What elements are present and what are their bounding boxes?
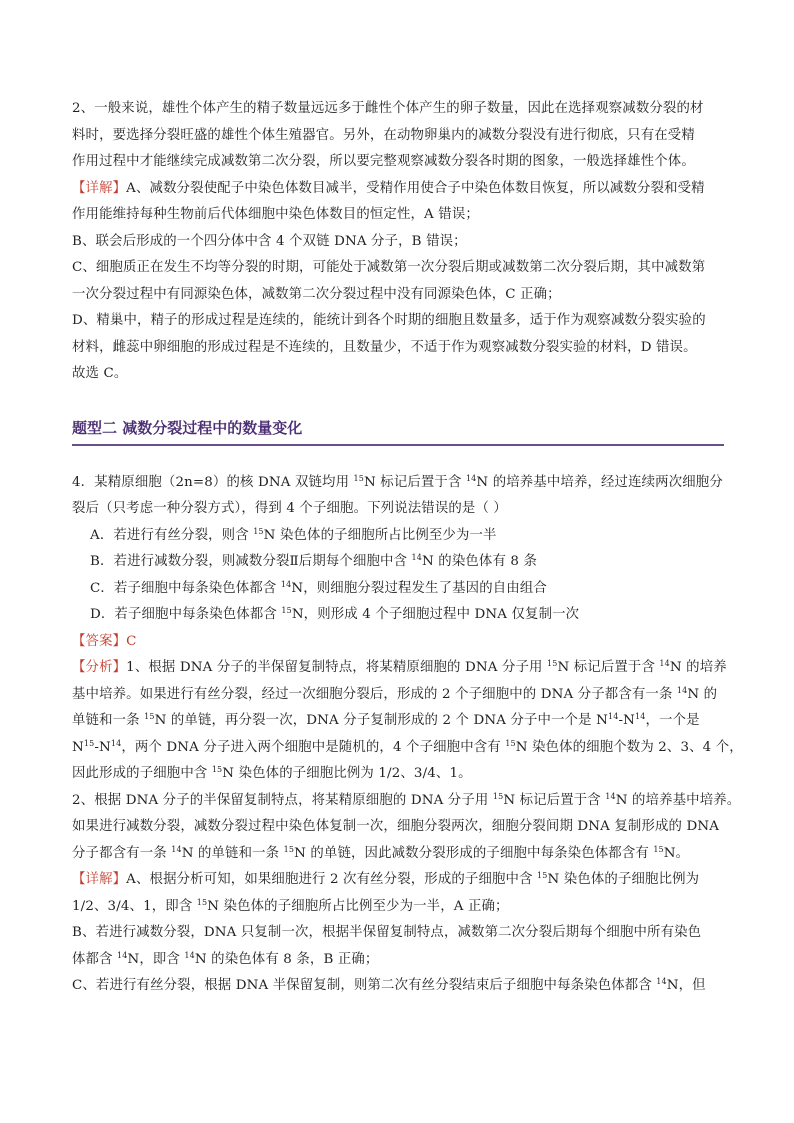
option-d: D．若子细胞中每条染色体都含 $^{15}$N，则形成 4 个子细胞过程中 DNA 仅复制一次 bbox=[90, 606, 580, 622]
detail-line: B、若进行减数分裂，DNA 只复制一次，根据半保留复制特点，减数第二次分裂后期每个细胞中所有染色 bbox=[72, 925, 702, 940]
analysis-tag: 【分析】 bbox=[72, 660, 127, 675]
analysis-line: 如果进行减数分裂，减数分裂过程中染色体复制一次，细胞分裂两次，细胞分裂间期 DNA 复制形成的 DNA bbox=[72, 819, 720, 834]
detail-line: C、细胞质正在发生不均等分裂的时期，可能处于减数第一次分裂后期或减数第二次分裂后期，其中减数第 bbox=[72, 260, 706, 275]
analysis-line: 基中培养。如果进行有丝分裂，经过一次细胞分裂后，形成的 2 个子细胞中的 DNA 分子都含有一条 $^{14}$N 的 bbox=[72, 685, 718, 702]
option-b: B．若进行减数分裂，则减数分裂Ⅱ后期每个细胞中含 $^{14}$N 的染色体有 8 条 bbox=[90, 553, 538, 569]
option-a: A．若进行有丝分裂，则含 $^{15}$N 染色体的子细胞所占比例至少为一半 bbox=[90, 526, 497, 543]
option-c: C．若子细胞中每条染色体都含 $^{14}$N，则细胞分裂过程发生了基因的自由组合 bbox=[90, 579, 547, 596]
analysis-line: 单链和一条 $^{15}$N 的单链，再分裂一次，DNA 分子复制形成的 2 个 DNA 分子中一个是 $N^{14}-N^{14}$，一个是 bbox=[72, 712, 700, 728]
answer-tag: 【答案】 bbox=[72, 633, 127, 649]
answer-line bbox=[72, 629, 724, 656]
analysis-line: 【分析】1、根据 DNA 分子的半保留复制特点，将某精原细胞的 DNA 分子用 $^{15}$N 标记后置于含 $^{14}$N 的培养 bbox=[72, 659, 727, 675]
analysis-line: $N^{15}-N^{14}$，两个 DNA 分子进入两个细胞中是随机的，4 个子细胞中含有 $^{15}$N 染色体的细胞个数为 2、3、4 个， bbox=[72, 738, 743, 755]
question-stem: 4．某精原细胞（2n=8）的核 DNA 双链均用 $^{15}$N 标记后置于含 $^{14}$N 的培养基中培养，经过连续两次细胞分 bbox=[72, 473, 723, 490]
section-heading bbox=[72, 414, 724, 446]
detail-line: 一次分裂过程中有同源染色体，减数第二次分裂过程中没有同源染色体，C 正确； bbox=[72, 286, 561, 302]
detail-tag: 【详解】 bbox=[72, 872, 127, 887]
document-page bbox=[72, 96, 743, 1000]
paragraph-line: 2、一般来说，雄性个体产生的精子数量远远多于雌性个体产生的卵子数量，因此在选择观察减数分裂的材 bbox=[72, 101, 704, 116]
question-stem: 裂后（只考虑一种分裂方式），得到 4 个子细胞。下列说法错误的是（ ） bbox=[72, 501, 507, 516]
detail-line: C、若进行有丝分裂，根据 DNA 半保留复制，则第二次有丝分裂结束后子细胞中每条染色体都含 $^{14}$N，但 bbox=[72, 977, 706, 993]
detail-line: 体都含 $^{14}$N，即含 $^{14}$N 的染色体有 8 条，B 正确； bbox=[72, 950, 379, 967]
section-heading-text: 题型二 减数分裂过程中的数量变化 bbox=[72, 418, 303, 437]
analysis-line: 分子都含有一条 $^{14}$N 的单链和一条 $^{15}$N 的单链，因此减数分裂形成的子细胞中每条染色体都含有 $^{15}$N。 bbox=[72, 844, 690, 861]
detail-line: D、精巢中，精子的形成过程是连续的，能统计到各个时期的细胞且数量多，适于作为观察减数分裂实验的 bbox=[72, 313, 706, 328]
paragraph-line: 作用过程中才能继续完成减数第二次分裂，所以要完整观察减数分裂各时期的图象，一般选择雄性个体。 bbox=[72, 154, 695, 169]
detail-line: 1/2、3/4、1，即含 $^{15}$N 染色体的子细胞所占比例至少为一半，A 正确； bbox=[72, 897, 509, 914]
answer-value: C bbox=[126, 633, 137, 649]
detail-tag: 【详解】 bbox=[72, 180, 127, 196]
analysis-line: 因此形成的子细胞中含 $^{15}$N 染色体的子细胞比例为 1/2、3/4、1。 bbox=[72, 765, 472, 781]
detail-line: B、联会后形成的一个四分体中含 4 个双链 DNA 分子，B 错误； bbox=[72, 233, 467, 249]
detail-line: 故选 C。 bbox=[72, 366, 128, 381]
detail-line: 作用能维持每种生物前后代体细胞中染色体数目的恒定性，A 错误； bbox=[72, 207, 479, 222]
detail-line: 【详解】A、根据分析可知，如果细胞进行 2 次有丝分裂，形成的子细胞中含 $^{15}$N 染色体的子细胞比例为 bbox=[72, 871, 700, 887]
analysis-line: 2、根据 DNA 分子的半保留复制特点，将某精原细胞的 DNA 分子用 $^{15}$N 标记后置于含 $^{14}$N 的培养基中培养。 bbox=[72, 791, 741, 808]
paragraph-line: 料时，要选择分裂旺盛的雄性个体生殖器官。另外，在动物卵巢内的减数分裂没有进行彻底，只有在受精 bbox=[72, 127, 695, 143]
detail-line: 【详解】A、减数分裂使配子中染色体数目减半，受精作用使合子中染色体数目恢复，所以减数分裂和受精 bbox=[72, 180, 705, 196]
detail-line: 材料，雌蕊中卵细胞的形成过程是不连续的，且数量少，不适于作为观察减数分裂实验的材料，D 错误。 bbox=[72, 339, 697, 355]
